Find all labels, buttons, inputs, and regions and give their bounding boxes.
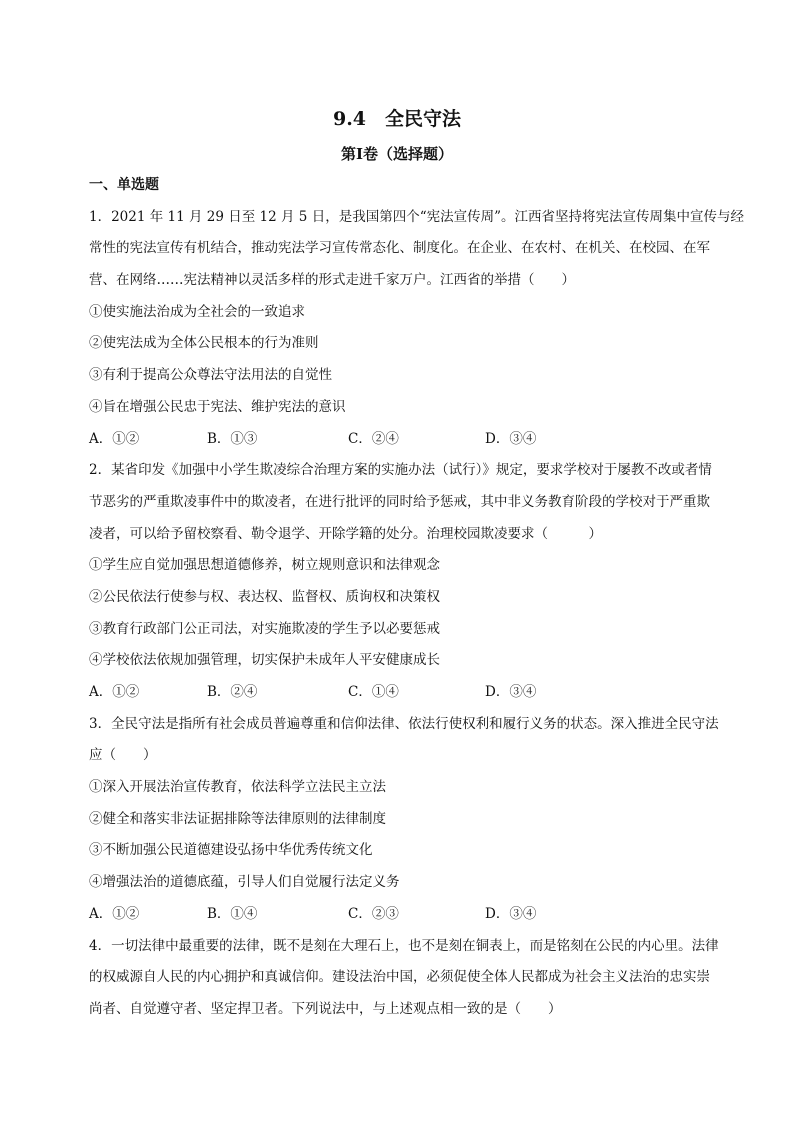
- statement-item: ②健全和落实非法证据排除等法律原则的法律制度: [89, 810, 386, 827]
- question-stem-line: 4．一切法律中最重要的法律，既不是刻在大理石上，也不是刻在铜表上，而是铭刻在公民的内心里。法律: [89, 937, 719, 954]
- statement-item: ③不断加强公民道德建设弘扬中华优秀传统文化: [89, 842, 373, 859]
- answer-choices: [89, 428, 709, 460]
- choice-A[interactable]: A．①②: [89, 430, 140, 447]
- answer-choices: [89, 903, 709, 935]
- choice-A[interactable]: A．①②: [89, 684, 140, 700]
- statement-item: ②公民依法行使参与权、表达权、监督权、质询权和决策权: [89, 588, 440, 605]
- choice-B[interactable]: B．②④: [207, 684, 258, 700]
- question-stem-line: 2．某省印发《加强中小学生欺凌综合治理方案的实施办法（试行）》规定，要求学校对于屡教不改或者情: [89, 462, 712, 479]
- answer-choices: [89, 681, 709, 713]
- choice-B[interactable]: B．①④: [207, 905, 258, 922]
- question-4: [89, 935, 719, 1030]
- statement-item: ①学生应自觉加强思想道德修养，树立规则意识和法律观念: [89, 557, 440, 574]
- statement-item: ④学校依法依规加强管理，切实保护未成年人平安健康成长: [89, 652, 440, 669]
- statement-item: ①深入开展法治宣传教育，依法科学立法民主立法: [89, 779, 386, 796]
- statement-item: ④旨在增强公民忠于宪法、维护宪法的意识: [89, 398, 346, 415]
- question-stem-line: 节恶劣的严重欺凌事件中的欺凌者，在进行批评的同时给予惩戒，其中非义务教育阶段的学校对于严重欺: [89, 493, 710, 510]
- choice-D[interactable]: D．③④: [485, 684, 537, 700]
- question-1: [89, 206, 744, 460]
- statement-item: ①使实施法治成为全社会的一致追求: [89, 303, 305, 320]
- section-heading: 一、单选题: [89, 177, 159, 193]
- choice-D[interactable]: D．③④: [485, 905, 537, 922]
- question-stem-line: 应（ ）: [89, 747, 157, 764]
- question-stem-line: 3．全民守法是指所有社会成员普遍尊重和信仰法律、依法行使权利和履行义务的状态。深入推进全民守法: [89, 715, 719, 732]
- document-title: 9.4 全民守法: [332, 108, 462, 130]
- statement-item: ③有利于提高公众尊法守法用法的自觉性: [89, 367, 332, 384]
- document-subtitle: 第Ⅰ卷（选择题）: [340, 145, 454, 163]
- question-stem-line: 营、在网络……宪法精神以灵活多样的形式走进千家万户。江西省的举措（ ）: [89, 272, 575, 289]
- statement-item: ②使宪法成为全体公民根本的行为准则: [89, 335, 319, 352]
- choice-C[interactable]: C．②③: [348, 905, 399, 922]
- question-3: [89, 713, 719, 935]
- question-stem-line: 凌者，可以给予留校察看、勒令退学、开除学籍的处分。治理校园欺凌要求（ ）: [89, 525, 602, 542]
- statement-item: ④增强法治的道德底蕴，引导人们自觉履行法定义务: [89, 874, 400, 891]
- question-stem-line: 尚者、自觉遵守者、坚定捍卫者。下列说法中，与上述观点相一致的是（ ）: [89, 1000, 562, 1017]
- choice-D[interactable]: D．③④: [485, 430, 537, 447]
- statement-item: ③教育行政部门公正司法，对实施欺凌的学生予以必要惩戒: [89, 620, 440, 637]
- question-stem-line: 的权威源自人民的内心拥护和真诚信仰。建设法治中国，必须促使全体人民都成为社会主义法治的忠实崇: [89, 969, 710, 986]
- choice-B[interactable]: B．①③: [207, 430, 258, 447]
- question-2: [89, 459, 712, 713]
- question-list: [89, 206, 744, 1030]
- choice-C[interactable]: C．①④: [348, 684, 399, 700]
- question-stem-line: 常性的宪法宣传有机结合，推动宪法学习宣传常态化、制度化。在企业、在农村、在机关、在校园、在军: [89, 240, 710, 257]
- document-body: [89, 174, 744, 1030]
- choice-C[interactable]: C．②④: [348, 430, 399, 447]
- question-stem-line: 1．2021 年 11 月 29 日至 12 月 5 日，是我国第四个“宪法宣传周”。江西省坚持将宪法宣传周集中宣传与经: [89, 208, 744, 225]
- choice-A[interactable]: A．①②: [89, 905, 140, 922]
